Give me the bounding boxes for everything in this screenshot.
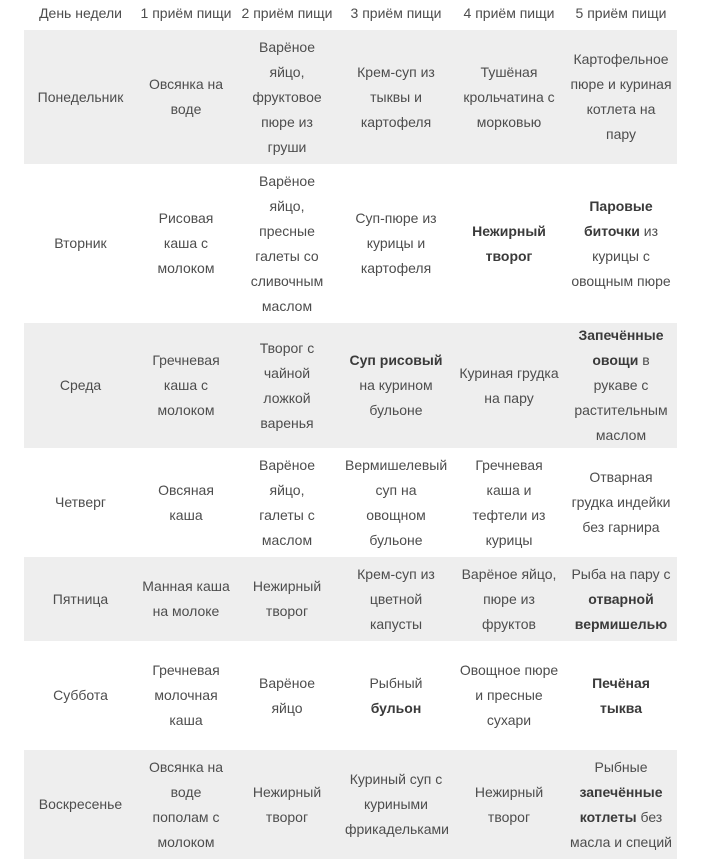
meal-cell bbox=[235, 323, 339, 448]
meal-cell bbox=[453, 164, 565, 323]
meal-text bbox=[456, 60, 562, 135]
meal-cell bbox=[339, 557, 453, 641]
meal-cell bbox=[453, 30, 565, 164]
meal-text bbox=[456, 780, 562, 830]
day-cell: Суббота bbox=[53, 687, 108, 703]
meal-cell bbox=[565, 641, 677, 750]
meal-text bbox=[456, 219, 562, 269]
meal-text bbox=[243, 780, 331, 830]
meal-cell bbox=[339, 750, 453, 859]
meal-text-segment: Нежирный творог bbox=[474, 783, 544, 825]
meal-cell bbox=[137, 557, 235, 641]
meal-text bbox=[243, 169, 331, 319]
meal-text-segment: Рыба на пару с bbox=[571, 565, 671, 582]
meal-cell bbox=[565, 750, 677, 859]
meal-text bbox=[243, 574, 331, 624]
meal-cell bbox=[565, 323, 677, 448]
meal-text bbox=[567, 194, 675, 294]
meal-text bbox=[456, 453, 562, 553]
table-row bbox=[24, 557, 677, 641]
header-meal-2: 2 приём пищи bbox=[241, 5, 333, 21]
meal-text bbox=[567, 47, 675, 147]
day-cell: Вторник bbox=[54, 235, 107, 251]
meal-cell bbox=[235, 30, 339, 164]
meal-text bbox=[138, 348, 234, 423]
table-row bbox=[24, 323, 677, 448]
header-meal-1: 1 приём пищи bbox=[140, 5, 232, 21]
meal-cell bbox=[339, 323, 453, 448]
meal-text bbox=[342, 562, 450, 637]
meal-text-segment: Суп-пюре из курицы и картофеля bbox=[355, 210, 437, 276]
meal-text-bold: бульон bbox=[370, 699, 422, 716]
meal-plan-table bbox=[24, 0, 677, 859]
meal-cell bbox=[137, 30, 235, 164]
meal-text-segment: Нежирный творог bbox=[252, 578, 322, 619]
day-cell: Понедельник bbox=[24, 30, 137, 164]
meal-cell bbox=[339, 448, 453, 557]
meal-text-bold: Нежирный творог bbox=[472, 222, 546, 264]
meal-text-segment: на курином бульоне bbox=[359, 377, 433, 418]
header-day: День недели bbox=[39, 5, 122, 21]
day-cell: Четверг bbox=[54, 494, 107, 510]
meal-text-segment: Варёное яйцо, пюре из фруктов bbox=[461, 565, 557, 632]
meal-text-segment: Крем-суп из цветной капусты bbox=[357, 565, 435, 632]
meal-text-segment: Куриная грудка на пару bbox=[459, 364, 559, 406]
meal-text bbox=[456, 562, 562, 637]
meal-cell bbox=[137, 750, 235, 859]
meal-text-segment: без масла и специй bbox=[570, 808, 672, 850]
meal-cell bbox=[565, 448, 677, 557]
meal-text-segment: Варёное яйцо, галеты с маслом bbox=[259, 456, 315, 548]
meal-text bbox=[243, 453, 331, 553]
meal-text-segment: из курицы с овощным пюре bbox=[571, 222, 671, 289]
header-meal-3: 3 приём пищи bbox=[350, 5, 442, 21]
table-row bbox=[24, 164, 677, 323]
meal-text-segment: Рыбные bbox=[594, 758, 648, 775]
meal-text-segment: Творог с чайной ложкой варенья bbox=[259, 339, 315, 431]
header-meal-5: 5 приём пищи bbox=[575, 5, 667, 21]
meal-cell bbox=[565, 557, 677, 641]
day-cell: Воскресенье bbox=[24, 750, 137, 859]
day-cell: Пятница bbox=[24, 557, 137, 641]
meal-text-segment: Овсянка на воде bbox=[148, 76, 224, 117]
meal-text-segment: Овсяная каша bbox=[158, 481, 214, 523]
header-row bbox=[24, 0, 677, 30]
meal-text-segment: Рыбный bbox=[369, 674, 423, 691]
meal-text-segment: Гречневая каша с молоком bbox=[152, 352, 220, 418]
meal-text bbox=[138, 206, 234, 281]
meal-text bbox=[243, 35, 331, 160]
meal-text bbox=[342, 671, 450, 721]
meal-text-bold: запечённые котлеты bbox=[579, 783, 663, 825]
meal-text-segment: Манная каша на молоке bbox=[142, 578, 230, 619]
meal-text bbox=[567, 671, 675, 721]
meal-text-segment: Овсянка на воде пополам с молоком bbox=[148, 758, 224, 850]
meal-text bbox=[138, 72, 234, 122]
meal-text-segment: Тушёная крольчатина с морковью bbox=[463, 63, 555, 130]
table-row bbox=[24, 30, 677, 164]
meal-cell bbox=[235, 557, 339, 641]
meal-text-bold: Запечённые овощи bbox=[578, 327, 664, 368]
meal-text bbox=[342, 767, 450, 842]
meal-cell bbox=[453, 750, 565, 859]
meal-cell bbox=[453, 557, 565, 641]
meal-text-segment: Гречневая каша и тефтели из курицы bbox=[472, 456, 546, 548]
meal-text-segment: Овощное пюре и пресные сухари bbox=[459, 662, 559, 728]
meal-cell bbox=[137, 448, 235, 557]
meal-text-segment: Рисовая каша с молоком bbox=[157, 210, 215, 276]
meal-text bbox=[456, 658, 562, 733]
meal-cell bbox=[453, 323, 565, 448]
meal-text bbox=[138, 478, 234, 528]
meal-cell bbox=[137, 641, 235, 750]
meal-text-segment: Куриный суп с куриными фрикадельками bbox=[345, 771, 449, 837]
meal-text-bold: Паровые биточки bbox=[583, 197, 653, 239]
meal-cell bbox=[235, 448, 339, 557]
meal-text bbox=[342, 206, 450, 281]
meal-text-bold: Печёная тыква bbox=[592, 674, 650, 716]
header-meal-4: 4 приём пищи bbox=[463, 5, 555, 21]
meal-text bbox=[138, 574, 234, 624]
day-cell: Среда bbox=[24, 323, 137, 448]
meal-cell bbox=[565, 30, 677, 164]
meal-text-segment: Крем-суп из тыквы и картофеля bbox=[357, 63, 435, 130]
meal-text bbox=[138, 755, 234, 855]
meal-text bbox=[138, 658, 234, 733]
meal-cell bbox=[235, 641, 339, 750]
table-row bbox=[24, 448, 677, 557]
meal-text-segment: Гречневая молочная каша bbox=[152, 662, 220, 728]
meal-cell bbox=[235, 164, 339, 323]
meal-text bbox=[243, 671, 331, 721]
meal-text-bold: Суп рисовый bbox=[349, 352, 443, 368]
meal-text bbox=[342, 60, 450, 135]
meal-cell bbox=[137, 323, 235, 448]
meal-text-segment: Варёное яйцо bbox=[259, 674, 315, 716]
meal-text-segment: Отварная грудка индейки без гарнира bbox=[571, 469, 671, 535]
meal-text bbox=[567, 323, 675, 448]
meal-text-segment: Картофельное пюре и куриная котлета на пару bbox=[570, 51, 672, 142]
meal-cell bbox=[453, 641, 565, 750]
meal-cell bbox=[339, 641, 453, 750]
table-row bbox=[24, 641, 677, 750]
meal-text bbox=[567, 562, 675, 637]
meal-cell bbox=[453, 448, 565, 557]
meal-text-segment: Варёное яйцо, фруктовое пюре из груши bbox=[252, 38, 322, 155]
meal-text-segment: Вермишелевый суп на овощном бульоне bbox=[345, 456, 448, 548]
meal-text bbox=[342, 348, 450, 423]
meal-text-segment: Варёное яйцо, пресные галеты со сливочным маслом bbox=[250, 172, 324, 314]
meal-text-segment: Нежирный творог bbox=[252, 783, 322, 825]
meal-text bbox=[567, 465, 675, 540]
meal-text bbox=[243, 336, 331, 436]
meal-cell bbox=[339, 30, 453, 164]
meal-cell bbox=[339, 164, 453, 323]
meal-text-bold: отварной вермишелью bbox=[574, 590, 668, 632]
meal-cell bbox=[565, 164, 677, 323]
meal-text bbox=[456, 361, 562, 411]
meal-text bbox=[342, 453, 450, 553]
meal-text bbox=[567, 755, 675, 855]
meal-cell bbox=[235, 750, 339, 859]
meal-cell bbox=[137, 164, 235, 323]
table-row bbox=[24, 750, 677, 859]
meal-text-segment: в рукаве с растительным маслом bbox=[574, 352, 668, 443]
